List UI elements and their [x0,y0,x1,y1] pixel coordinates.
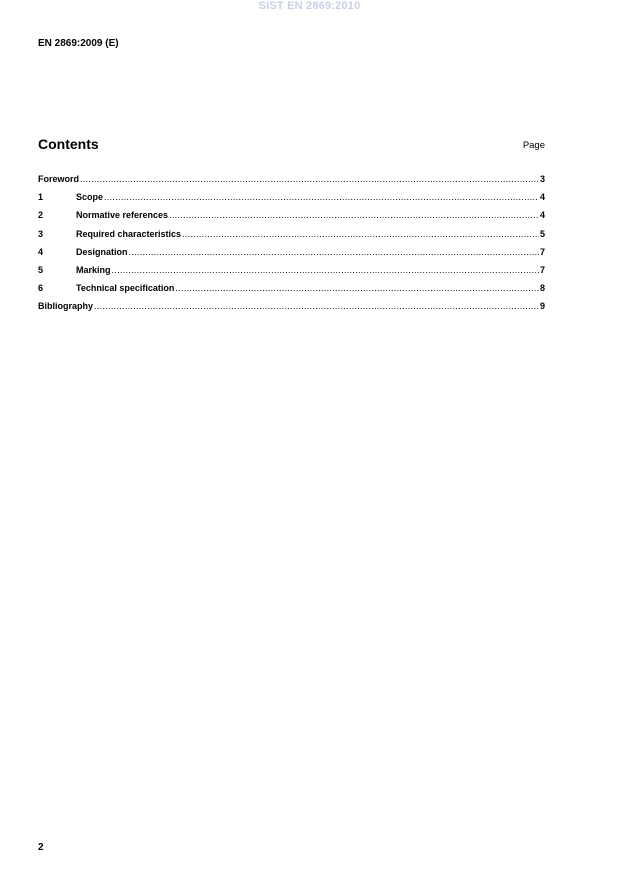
toc-entry-title: Designation [76,246,128,257]
dot-leader [94,301,539,311]
page-number: 2 [38,842,44,853]
toc-entry-foreword[interactable] [38,174,545,192]
toc-entry-normative-references[interactable] [38,210,545,228]
watermark: SIST EN 2869:2010 [258,0,361,12]
toc-entry-page: 3 [539,174,545,184]
toc-entry-technical-specification[interactable] [38,283,545,301]
toc-entry-page: 5 [539,228,545,239]
toc-entry-page: 4 [539,210,545,221]
dot-leader [175,283,539,293]
toc-entry-title: Normative references [76,210,169,221]
dot-leader [129,247,539,257]
toc-entry-page: 7 [539,246,545,257]
toc-entry-marking[interactable] [38,265,545,283]
toc-entry-page: 8 [539,283,545,294]
toc-entry-title: Scope [76,192,104,203]
toc-entry-page: 4 [539,192,545,203]
toc-entry-number: 6 [38,283,44,294]
toc-entry-number: 3 [38,228,44,239]
toc-entry-title: Required characteristics [76,228,182,239]
toc-entry-required-characteristics[interactable] [38,229,545,247]
toc-entry-scope[interactable] [38,192,545,210]
toc-entry-page: 9 [539,301,545,312]
toc-entry-number: 1 [38,192,44,203]
toc-entry-title: Technical specification [76,283,175,294]
toc-entry-number: 4 [38,246,44,257]
table-of-contents [38,174,545,320]
dot-leader [112,265,539,275]
toc-entry-title: Foreword [38,174,80,184]
contents-heading: Contents [38,136,99,152]
toc-entry-page: 7 [539,264,545,275]
toc-entry-title: Bibliography [38,301,94,312]
toc-entry-number: 5 [38,264,44,275]
dot-leader [80,174,539,184]
toc-entry-title: Marking [76,264,111,275]
dot-leader [182,229,539,239]
toc-entry-number: 2 [38,210,44,221]
page-column-heading: Page [522,140,545,151]
document-identifier: EN 2869:2009 (E) [38,38,119,49]
toc-entry-designation[interactable] [38,247,545,265]
toc-entry-bibliography[interactable] [38,301,545,319]
dot-leader [169,210,539,220]
dot-leader [104,192,539,202]
